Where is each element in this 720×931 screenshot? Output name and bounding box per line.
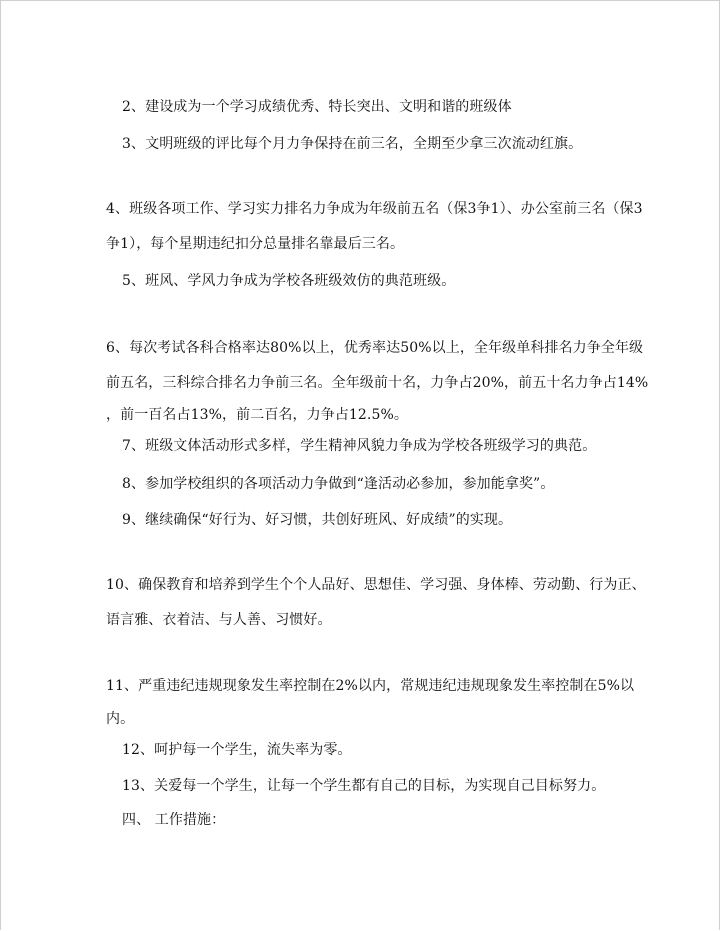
section-heading-measures: 四、 工作措施： — [122, 812, 226, 828]
goal-6-line-2: 前五名，三科综合排名力争前三名。全年级前十名，力争占20%，前五十名力争占14% — [106, 375, 649, 391]
goal-12: 12、呵护每一个学生，流失率为零。 — [122, 742, 352, 758]
goal-10-line-2: 语言雅、衣着洁、与人善、习惯好。 — [106, 612, 332, 628]
goal-11-line-2: 内。 — [106, 711, 135, 727]
goal-4-line-1: 4、班级各项工作、学习实力排名力争成为年级前五名（保3争1）、办公室前三名（保3 — [106, 201, 643, 217]
goal-4-line-2: 争1），每个星期违纪扣分总量排名靠最后三名。 — [106, 236, 405, 252]
goal-7: 7、班级文体活动形式多样，学生精神风貌力争成为学校各班级学习的典范。 — [122, 438, 597, 454]
goal-13: 13、关爱每一个学生，让每一个学生都有自己的目标，为实现自己目标努力。 — [122, 778, 606, 794]
goal-2: 2、建设成为一个学习成绩优秀、特长突出、文明和谐的班级体 — [122, 99, 512, 115]
goal-11-line-1: 11、严重违纪违规现象发生率控制在2%以内，常规违纪违规现象发生率控制在5%以 — [106, 678, 635, 694]
goal-5: 5、班风、学风力争成为学校各班级效仿的典范班级。 — [122, 273, 456, 289]
goal-10-line-1: 10、确保教育和培养到学生个个人品好、思想佳、学习强、身体棒、劳动勤、行为正、 — [106, 577, 646, 593]
goal-9: 9、继续确保“好行为、好习惯，共创好班风、好成绩”的实现。 — [122, 512, 513, 528]
goal-6-line-3: ，前一百名占13%，前二百名，力争占12.5%。 — [106, 407, 408, 423]
goal-8: 8、参加学校组织的各项活动力争做到“逢活动必参加，参加能拿奖”。 — [122, 476, 555, 492]
goal-3: 3、文明班级的评比每个月力争保持在前三名，全期至少拿三次流动红旗。 — [122, 136, 583, 152]
goal-6-line-1: 6、每次考试各科合格率达80%以上，优秀率达50%以上，全年级单科排名力争全年级 — [106, 340, 644, 356]
